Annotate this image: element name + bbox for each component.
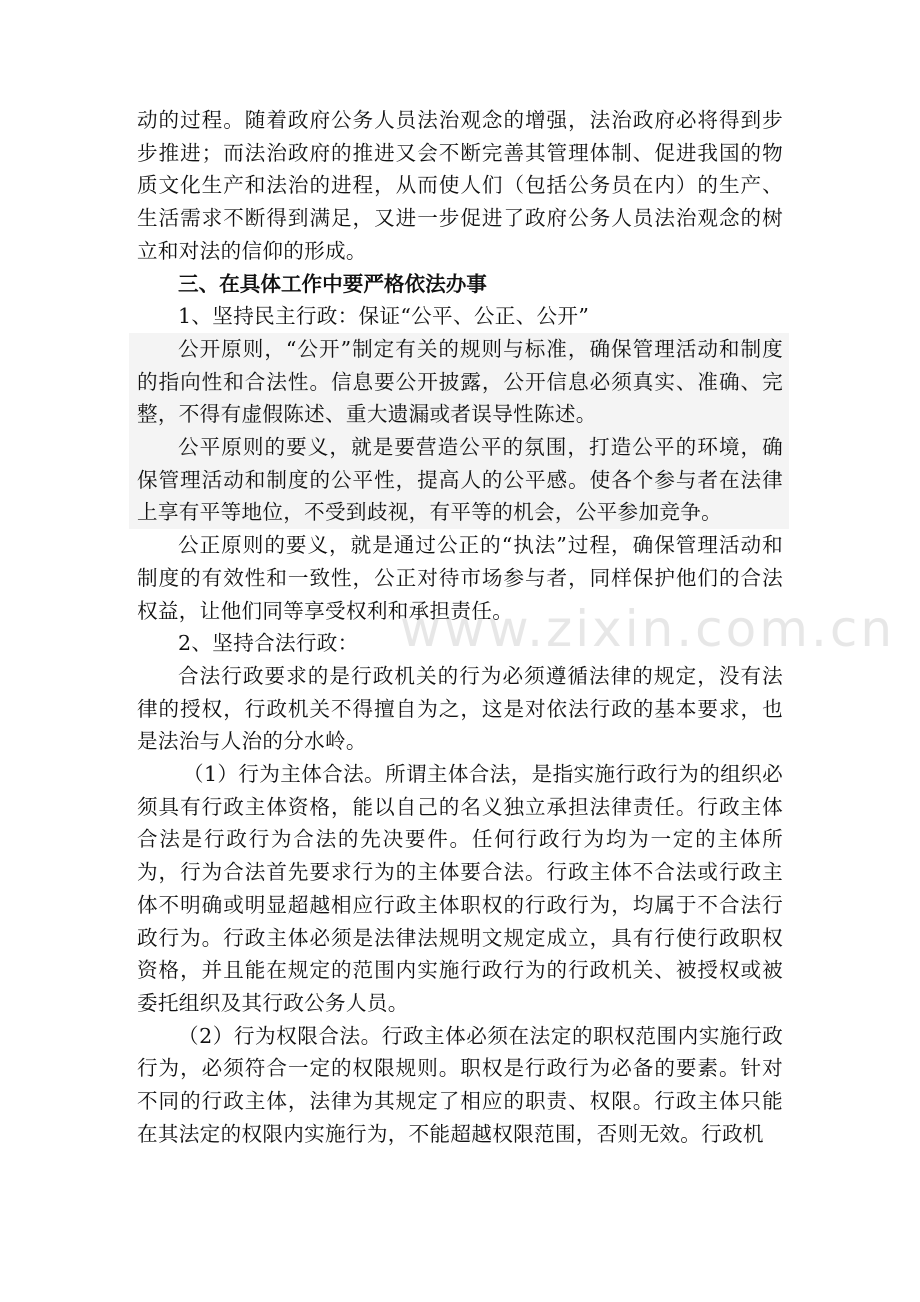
subheading-2: 2、坚持合法行政：	[178, 631, 359, 656]
watermark: www.zixin.com.cn	[400, 600, 896, 658]
section-heading-3: 三、在具体工作中要严格依法办事	[178, 271, 487, 296]
shaded-block	[129, 333, 789, 529]
paragraph-legal-administration: 合法行政要求的是行政机关的行为必须遵循法律的规定，没有法律的授权，行政机关不得擅自为之，这是对依法行政的基本要求，也是法治与人治的分水岭。	[137, 663, 783, 754]
paragraph-fairness: 公平原则的要义，就是要营造公平的氛围，打造公平的环境，确保管理活动和制度的公平性，提高人的公平感。使各个参与者在法律上享有平等地位，不受到歧视，有平等的机会，公平参加竞争。	[137, 435, 783, 525]
paragraph-continued: 动的过程。随着政府公务人员法治观念的增强，法治政府必将得到步步推进；而法治政府的推进又会不断完善其管理体制、促进我国的物质文化生产和法治的进程，从而使人们（包括公务员在内）的生产、生活需求不断得到满足，又进一步促进了政府公务人员法治观念的树立和对法的信仰的形成。	[137, 108, 783, 263]
document-page	[137, 104, 783, 1151]
paragraph-openness: 公开原则，“公开”制定有关的规则与标准，确保管理活动和制度的指向性和合法性。信息要公开披露，公开信息必须真实、准确、完整，不得有虚假陈述、重大遗漏或者误导性陈述。	[137, 336, 783, 427]
subheading-1: 1、坚持民主行政：保证“公平、公正、公开”	[178, 304, 590, 329]
paragraph-item-2: （2）行为权限合法。行政主体必须在法定的职权范围内实施行政行为，必须符合一定的权限规则。职权是行政行为必备的要素。针对不同的行政主体，法律为其规定了相应的职责、权限。行政主体只能在其法定的权限内实施行为，不能超越权限范围，否则无效。行政机	[137, 1023, 783, 1146]
paragraph-justice: 公正原则的要义，就是通过公正的“执法”过程，确保管理活动和制度的有效性和一致性，公正对待市场参与者，同样保护他们的合法权益，让他们同等享受权利和承担责任。	[137, 533, 783, 623]
paragraph-item-1: （1）行为主体合法。所谓主体合法，是指实施行政行为的组织必须具有行政主体资格，能以自己的名义独立承担法律责任。行政主体合法是行政行为合法的先决要件。任何行政行为均为一定的主体所为，行为合法首先要求行为的主体要合法。行政主体不合法或行政主体不明确或明显超越相应行政主体职权的行政行为，均属于不合法行政行为。行政主体必须是法律法规明文规定成立，具有行使行政职权资格，并且能在规定的范围内实施行政行为的行政机关、被授权或被委托组织及其行政公务人员。	[137, 762, 783, 1015]
